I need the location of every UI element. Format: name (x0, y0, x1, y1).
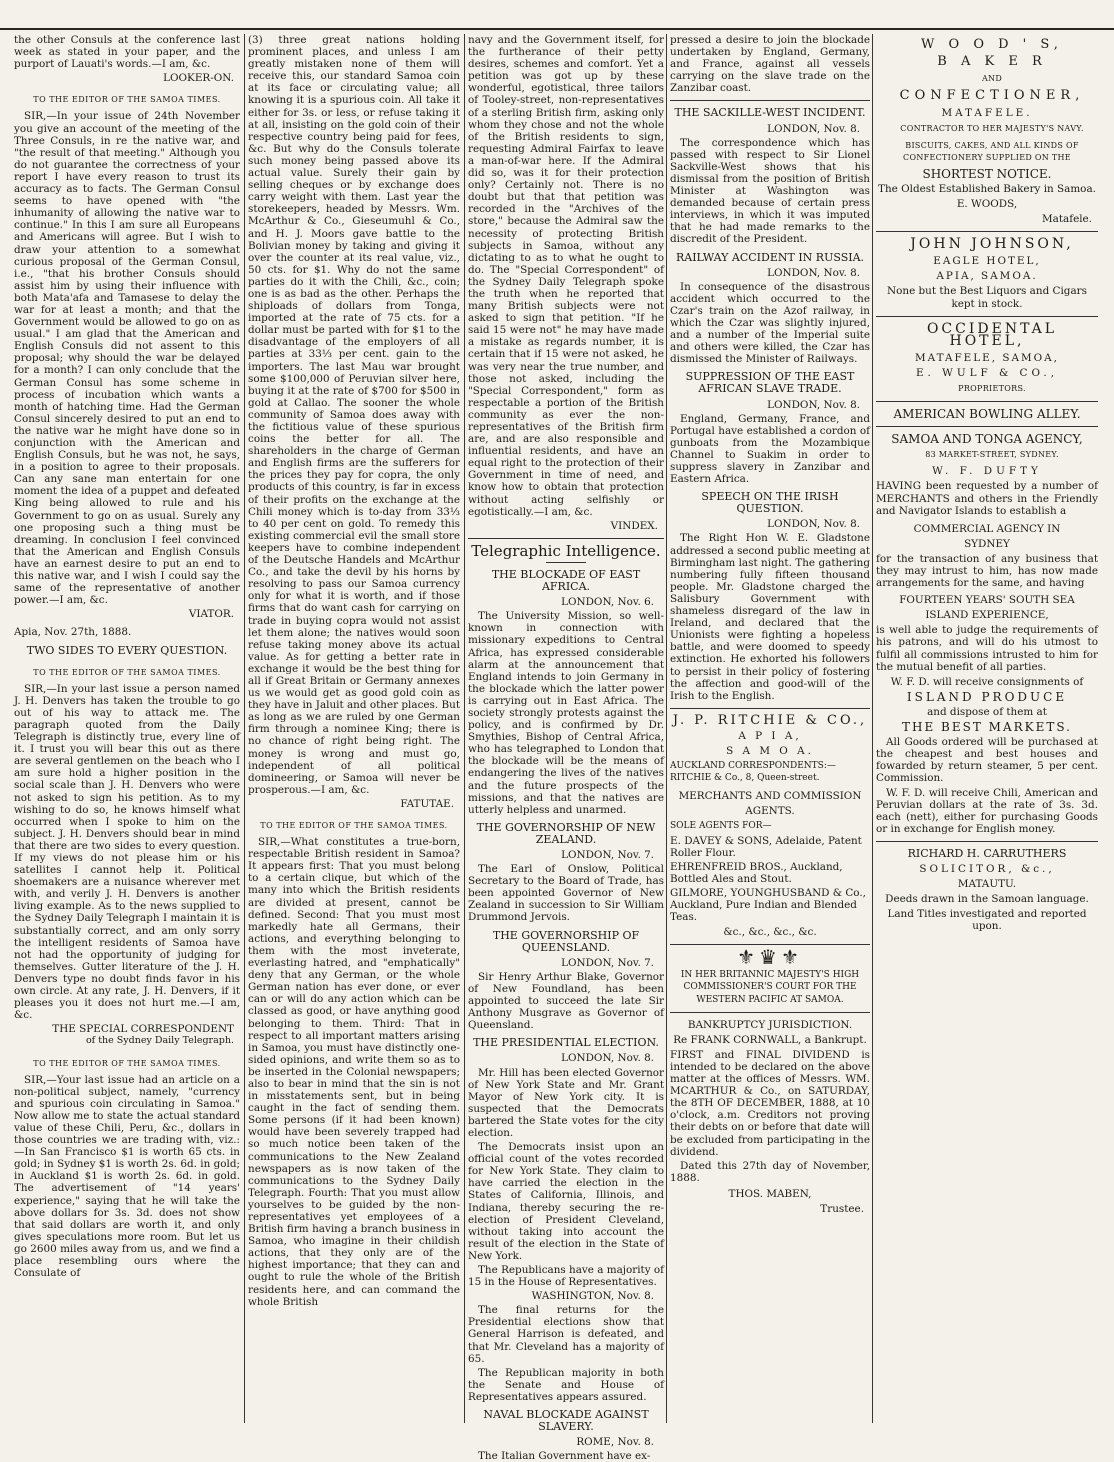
divider (876, 426, 1098, 427)
news-text: The Right Hon W. E. Gladstone addressed a second public meeting at Birmingham last night. The gathering numbering fully fifteen thousand people. Mr. Gladstone charged the Salisbury Government with shameless disregard of the law in Ireland, and declared that the Unionists were fighting a hopeless battle, and were doomed to speedy extinction. He exhorted his followers to persist in their policy of fostering the affection and good-will of the Irish to the English. (670, 532, 870, 702)
divider (876, 401, 1098, 402)
advert-title: CONFECTIONER, (899, 88, 1085, 104)
news-dateline: LONDON, Nov. 8. (767, 398, 860, 411)
advert-text: 83 MARKET-STREET, SYDNEY. (925, 450, 1059, 460)
news-headline: THE GOVERNORSHIP OF NEW ZEALAND. (476, 820, 656, 846)
column-3 (468, 34, 665, 1462)
news-text: The correspondence which has passed with respect to Sir Lionel Sackville-West shows that his dismissal from the position of British Minister at Washington was demanded because of certain press interviews, in which it was imputed that he had made remarks to the discredit of the President. (670, 136, 870, 246)
advert-title: J. P. RITCHIE & CO., (672, 712, 868, 728)
news-headline: SUPPRESSION OF THE EAST AFRICAN SLAVE TRADE. (685, 370, 855, 396)
court-heading: BANKRUPTCY JURISDICTION. (687, 1018, 853, 1031)
advert-text: for the transaction of any business that they may intrust to him, has now made arrangements for the same, and having (876, 552, 1098, 590)
news-dateline: LONDON, Nov. 6. (561, 596, 654, 609)
royal-crest-icon: ⚜♛⚜ (737, 945, 803, 970)
advert-text: AND (981, 74, 1003, 84)
news-text: Mr. Hill has been elected Governor of New York State and Mr. Grant Mayor of New York city. It is suspected that the Democrats bartered the State votes for the city election. (468, 1066, 664, 1139)
letter-text: SIR,—In your last issue a person named J. H. Denvers has taken the trouble to go out of his way to attack me. The paragraph quoted from the Daily Telegraph is distinctly true, every line of it. I trust you will bear this out as there are several gentlemen on the beach who I am sure hold a higher position in the social scale than J. H. Denvers who were not asked to sign his petition. As to my wishing to do so, he knows himself what occurred when I spoke to him on the subject. J. H. Denvers should bear in mind that there are two sides to every question. If my views do not please him or his satellites I cannot help it. Political shoemakers are a nuisance wherever met with, and verily J. H. Denvers is another living example. As to the news supplied to the Sydney Daily Telegraph I maintain it is substantially correct, and am only sorry the intelligent residents of Samoa have not had the opportunity of judging for themselves. Gutter literature of the J. H. Denvers type no doubt finds favor in his own circle. At any rate, J. H. Denvers, if it pleases you it does not hurt me.—I am, &c. (14, 682, 240, 1022)
letter-signature: LOOKER-ON. (163, 72, 234, 85)
letter-text: (3) three great nations holding prominent places, and unless I am greatly mistaken none of them will receive this, our standard Samoa coin at its face or circulating value; all knowing it is a spurious coin. All take it either for 3s. or less, or refuse taking it at all, insisting on the gold coin of their respective country being paid for fees, &c. But why do the Consuls tolerate such money being passed above its actual value. Surely their gain by selling cheques or by exchange does carry weight with them. Last year the storekeepers, headed by Messrs. Wm. McArthur & Co., Gieseumuhl & Co., and H. J. Moors gave battle to the Bolivian money by taking and giving it over the counter at its real value, viz., 50 cts. for $1. Why do not the same parties do it with the Chili, &c., coin; one is as bad as the other. Perhaps the shiploads of dollars from Tonga, imported at the rate of 75 cts. for a dollar must be parted with for $1 to the disadvantage of the employers of all parties at 33⅓ per cent. gain to the importers. The last Mau war brought some $100,000 of Peruvian silver here, buying it at the rate of $700 for $500 in gold at Callao. The sooner the whole community of Samoa does away with the fictitious value of these spurious coins the better for all. The shareholders in the charge of German and English firms are the sufferers for the prices they pay for copra, the only products of this country, is far in excess of their profits on the exchange at the Chili money which is to-day from 33⅓ to 40 per cent on gold. To remedy this existing commercial evil the small store keepers have to combine independent of the Deutsche Handels and McArthur Co., and take the devil by his horns by resolving to pass our Samoa currency only for what it is worth, and if those firms that do want cash for carrying on trade in buying copra would not assist let them alone; the natives would soon refuse taking money above its actual value. As for getting a better rate in exchange it would be the best thing for all if Great Britain or Germany annexes us we would get as good gold coin as they have in Jaluit and other places. But as long as we are ruled by one German firm through a nominee King; there is no chance of right being right. The money is wrong and must go, independent of all political domineering, or Samoa will never be prosperous.—I am, &c. (248, 34, 460, 796)
column-5 (876, 34, 1098, 1425)
column-rule (666, 34, 667, 1423)
court-heading: IN HER BRITANNIC MAJESTY'S HIGH COMMISSIONER'S COURT FOR THE WESTERN PACIFIC AT SAMOA. (680, 970, 860, 1005)
divider (670, 1012, 870, 1013)
court-text: FIRST and FINAL DIVIDEND is intended to be declared on the above matter at the offices of Messrs. WM. MCARTHUR & Co., on SATURDAY, the 8TH OF DECEMBER, 1888, at 10 o'clock, a.m. Creditors not proving their debts on or before that date will be excluded from participating in the dividend. (670, 1048, 870, 1158)
news-text: The University Mission, so well-known in connection with missionary expeditions to Central Africa, has expressed considerable alarm at the announcement that England intends to join Germany in the blockade which the latter power is carrying out in East Africa. The society strongly protests against the policy, and is confirmed by Dr. Smythies, Bishop of Central Africa, who has telegraphed to London that the blockade will be the means of endangering the lives of the natives and the future prospects of the missions, and that the natives are utterly helpless and unarmed. (468, 610, 664, 816)
news-headline: THE GOVERNORSHIP OF QUEENSLAND. (492, 928, 640, 954)
advert-heading: ISLAND PRODUCE (906, 689, 1068, 704)
court-text: Dated this 27th day of November, 1888. (670, 1159, 870, 1184)
letter-text: SIR,—What constitutes a true-born, respectable British resident in Samoa? It appears first: That you must belong to a certain clique, but which of the many into which the British residents are divided at present, cannot be defined. Second: That you must most markedly hate all Germans, their actions, and everything belonging to them with the most inveterate, everlasting hatred, and "emphatically" deny that any German, or the whole German nation has ever done, or ever can or will do any action which can be classed as good, or have anything good belonging to them. Third: That in respect to all important matters arising in Samoa, you must have distinctly one-sided opinions, and write them so as to be inserted in the Colonial newspapers; also to bear in mind that the sin is not in misstatements sent, but in being caught in the fact of sending them. Some persons (if it had been known) would have been severely trapped had so much notice been taken of the communications to the New Zealand newspapers as is now taken of the communications to the Sydney Daily Telegraph. Fourth: That you must allow yourselves to be guided by the non-representatives yet employees of a British firm having a branch business in Samoa, who imagine in their childish actions, that they only are of the highest importance; that they can and ought to rule the whole of the British residents here, and can command the whole British (248, 836, 460, 1308)
advert-heading: COMMERCIAL AGENCY IN (913, 522, 1061, 535)
news-text: England, Germany, France, and Portugal have established a cordon of gunboats from the Mozambique Channel to Suakim in order to suppress slavery in Zanzibar and Eastern Africa. (670, 412, 870, 486)
advert-title: AMERICAN BOWLING ALLEY. (893, 407, 1081, 422)
news-headline: RAILWAY ACCIDENT IN RUSSIA. (675, 250, 865, 264)
advert-title: RICHARD H. CARRUTHERS (907, 846, 1067, 860)
news-headline: THE BLOCKADE OF EAST AFRICA. (491, 567, 641, 594)
advert-place: S A M O A. (726, 744, 814, 757)
advert-title: MATAUTU. (957, 878, 1017, 891)
advert-heading: MERCHANTS AND COMMISSION (678, 790, 862, 803)
advert-title: APIA, SAMOA. (936, 270, 1038, 283)
advert-title: B A K E R (937, 54, 1047, 70)
advert-text: is well able to judge the requirements of his patrons, and will do his utmost to fulfil all commissions intrusted to him for the mutual benefit of all parties. (876, 624, 1098, 673)
advert-text: None but the Best Liquors and Cigars kept in stock. (887, 285, 1087, 310)
top-rule (0, 28, 1114, 30)
advert-text: E. DAVEY & SONS, Adelaide, Patent Roller Flour. (670, 834, 862, 859)
news-text: Sir Henry Arthur Blake, Governor of New Foundland, has been appointed to succeed the late Sir Anthony Musgrave as Governor of Queensland. (468, 970, 664, 1032)
advert-title: EAGLE HOTEL, (933, 255, 1041, 268)
news-dateline: LONDON, Nov. 7. (561, 849, 654, 861)
advert-heading: ISLAND EXPERIENCE, (925, 609, 1049, 622)
news-dateline: LONDON, Nov. 8. (767, 122, 860, 135)
advert-text: Matafele. (1042, 213, 1092, 226)
advert-text: GILMORE, YOUNGHUSBAND & Co., Auckland, Pure Indian and Blended Teas. (670, 886, 866, 924)
news-headline: THE SACKILLE-WEST INCIDENT. (674, 106, 866, 120)
advert-text: E. WOODS, (956, 197, 1018, 210)
advert-text: The Oldest Established Bakery in Samoa. (878, 182, 1096, 195)
letter-text: SIR,—In your issue of 24th November you give an account of the meeting of the Three Consuls, in re the native war, and "the result of that meeting." Although you do not guarantee the correctness of your report I have every reason to trust its accuracy as to facts. The German Consul seems to have opened with "the inhumanity of allowing the native war to continue." In this I am sure all Europeans and Americans will agree. But I wish to draw your attention to a somewhat curious proposal of the German Consul, i.e., "that his brother Consuls should assist him by using their influence with both Mata'afa and Tamasese to delay the war for at least a month; and that the Government would be allowed to go on as usual." I am glad that the American and English Consuls did not assent to this proposal; why should the war be delayed for a month? I can only conclude that the German Consul has some scheme in process of incubation which wants a month of hatching time. Had the German Consul sincerely desired to put an end to the native war he might have done so in conjunction with the American and English Consuls, but he was not, he says, in a position to agree to their proposals. Can any sane man entertain for one moment the idea of a puppet and defeated King being allowed to rule and his Government to go on as usual. Surely any one proposing such a thing must be dreaming. In conclusion I feel convinced that the American and English Consuls have an earnest desire to put an end to this native war, and I wish I could say the same of the representative of another power.—I am, &c. (14, 110, 240, 607)
advert-heading: SHORTEST NOTICE. (922, 166, 1052, 181)
letter-heading: TO THE EDITOR OF THE SAMOA TIMES. (33, 1058, 221, 1068)
advert-text: CONTRACTOR TO HER MAJESTY'S NAVY. (900, 124, 1084, 134)
advert-title: OCCIDENTAL HOTEL, (926, 320, 1058, 349)
letter-signature: FATUTAE. (400, 797, 454, 810)
column-rule (872, 34, 873, 1423)
news-text: The Republicans have a majority of 15 in the House of Representatives. (468, 1264, 665, 1289)
column-rule (244, 34, 245, 1423)
letter-signature: VIATOR. (188, 608, 234, 621)
advert-title: W O O D ' S, (921, 37, 1063, 52)
advert-text: SOLE AGENTS FOR— (670, 821, 772, 832)
news-headline: NAVAL BLOCKADE AGAINST SLAVERY. (483, 1408, 649, 1434)
advert-heading: THE BEST MARKETS. (902, 720, 1072, 735)
advert-title: JOHN JOHNSON, (910, 236, 1074, 253)
divider (876, 841, 1098, 842)
column-1 (14, 34, 240, 1425)
advert-text: EHRENFREID BROS., Auckland, Bottled Ales and Stout. (670, 860, 843, 885)
news-text: The Earl of Onslow, Political Secretary to the Board of Trade, has been appointed Governor of New Zealand in succession to Sir William Drummond Jervois. (468, 863, 664, 924)
news-dateline: WASHINGTON, Nov. 8. (531, 1290, 654, 1303)
news-headline: THE PRESIDENTIAL ELECTION. (473, 1036, 659, 1050)
advert-text: BISCUITS, CAKES, AND ALL KINDS OF CONFECTIONERY SUPPLIED ON THE (903, 140, 1079, 162)
advert-text: and dispose of them at (927, 705, 1047, 718)
letter-text: SIR,—Your last issue had an article on a non-political subject, namely, "currency and spurious coin circulating in Samoa." Now allow me to state the actual standard value of these Chili, Peru, &c., dollars in those countries we are trading with, viz.:—In San Francisco $1 is worth 65 cts. in gold; in Sydney $1 is worth 2s. 6d. in gold; in Auckland $1 is worth 2s. 6d. in gold. The advertisement of "14 years' experience," saying that he will take the above dollars for 3s. 3d. does not show that said dollars are worth it, and only gives speculations more room. But let us go 2600 miles away from us, and we find a place resembling ours where the Consulate of (14, 1073, 240, 1280)
news-text: pressed a desire to join the blockade undertaken by England, Germany, and France, against all vessels carrying on the slave trade on the Zanzibar coast. (670, 34, 870, 95)
court-signature: THOS. MABEN, (728, 1187, 812, 1200)
column-rule (464, 34, 465, 1423)
advert-heading: FOURTEEN YEARS' SOUTH SEA (899, 594, 1075, 607)
advert-text: PROPRIETORS. (958, 383, 1026, 393)
letter-signature: VINDEX. (610, 519, 658, 532)
advert-text: Land Titles investigated and reported upon. (887, 908, 1087, 933)
news-dateline: LONDON, Nov. 8. (561, 1052, 654, 1065)
news-dateline: LONDON, Nov. 8. (767, 518, 860, 531)
advert-text: &c., &c., &c., &c. (723, 926, 817, 939)
news-dateline: LONDON, Nov. 7. (561, 956, 654, 969)
court-signature: Trustee. (820, 1202, 864, 1215)
advert-title: W. F. DUFTY (932, 465, 1042, 478)
divider (468, 538, 664, 539)
letter-heading: TO THE EDITOR OF THE SAMOA TIMES. (33, 667, 221, 677)
divider (670, 100, 870, 101)
section-title: Telegraphic Intelligence. (471, 541, 661, 560)
letter-text: navy and the Government itself, for the furtherance of their petty desires, schemes and comfort. Yet a petition was got up by these wonderful, egotistical, three tailors of Tooley-street, non-representatives of a sterling British firm, asking only whom they chose and not the whole of the British residents to sign, requesting Admiral Fairfax to leave a man-of-war here. If the Admiral did so, was it for their protection only? Certainly not. There is no doubt but that that petition was recorded in the "Archives of the store," because the Admiral saw the necessity of protecting British subjects in Samoa, without any dictating to as to what he ought to do. The "Special Correspondent" of the Sydney Daily Telegraph spoke the truth when he reported that many British subjects were not asked to sign that petition. "If he said 15 were not" he may have made a mistake as regards number, it is certain that if 15 were not asked, he was very near the true number, and those not asked, including the "Special Correspondent," form as respectable a portion of the British community as ever the non-representatives of the British firm are, and are also responsible and influential residents, and have an equal right to the protection of their Government in time of need, and know how to obtain that protection without acting selfishly or egotistically.—I am, &c. (468, 34, 664, 518)
letter-text: the other Consuls at the conference last week as stated in your paper, and the purport of Lauati's words.—I am, &c. (14, 34, 240, 71)
column-4 (670, 34, 870, 1425)
divider (876, 231, 1098, 232)
news-dateline: LONDON, Nov. 8. (767, 266, 860, 279)
letter-signature-line: of the Sydney Daily Telegraph. (85, 1035, 234, 1047)
news-text: The final returns for the Presidential elections show that General Harrison is defeated, and that Mr. Cleveland has a majority of 65. (468, 1304, 664, 1365)
news-headline: SPEECH ON THE IRISH QUESTION. (701, 490, 839, 516)
advert-place: A P I A, (738, 729, 802, 742)
advert-heading: SYDNEY (964, 537, 1010, 550)
advert-text: W. F. D. will receive Chili, American and Peruvian dollars at the rate of 3s. 3d. each (nett), either for purchasing Goods or in exchange for English money. (876, 786, 1098, 835)
letter-heading: TO THE EDITOR OF THE SAMOA TIMES. (33, 95, 221, 105)
letter-heading: TO THE EDITOR OF THE SAMOA TIMES. (260, 821, 448, 830)
column-2 (248, 34, 460, 1425)
advert-title: MATAFELE. (941, 107, 1033, 120)
advert-text: AUCKLAND CORRESPONDENTS:—RITCHIE & Co., 8, Queen-street. (670, 761, 836, 784)
divider (670, 708, 870, 709)
advert-title: E. WULF & CO., (915, 366, 1059, 379)
news-text: The Republican majority in both the Senate and House of Representatives appears assured. (468, 1366, 664, 1403)
letter-signature: THE SPECIAL CORRESPONDENT (52, 1023, 234, 1036)
letter-date: Apia, Nov. 27th, 1888. (14, 626, 132, 639)
news-text: The Italian Government have ex- (478, 1450, 651, 1462)
news-dateline: ROME, Nov. 8. (576, 1436, 654, 1449)
advert-title: SAMOA AND TONGA AGENCY, (891, 432, 1083, 447)
advert-heading: AGENTS. (745, 805, 795, 818)
letter-title: TWO SIDES TO EVERY QUESTION. (26, 643, 228, 657)
advert-text: W. F. D. will receive consignments of (890, 675, 1084, 688)
advert-title: MATAFELE, SAMOA, (915, 351, 1059, 364)
court-text: Re FRANK CORNWALL, a Bankrupt. (673, 1033, 867, 1046)
divider (546, 562, 586, 563)
news-text: The Democrats insist upon an official count of the votes recorded for New York State. They claim to have carried the election in the States of California, Illinois, and Indiana, thereby securing the re-election of President Cleveland, without taking into account the result of the election in the State of New York. (468, 1141, 664, 1262)
divider (876, 316, 1098, 317)
advert-title: SOLICITOR, &c., (919, 862, 1055, 875)
advert-text: Deeds drawn in the Samoan language. (885, 893, 1089, 906)
advert-text: HAVING been requested by a number of MERCHANTS and others in the Friendly and Navigator Islands to establish a (876, 480, 1098, 517)
advert-text: All Goods ordered will be purchased at the cheapest and best houses and fowarded by return steamer, 5 per cent. Commission. (876, 736, 1098, 785)
news-text: In consequence of the disastrous accident which occurred to the Czar's train on the Azof railway, in which the Czar was slightly injured, and a number of the Imperial suite and others were killed, the Czar has dismissed the Minister of Railways. (670, 280, 870, 366)
